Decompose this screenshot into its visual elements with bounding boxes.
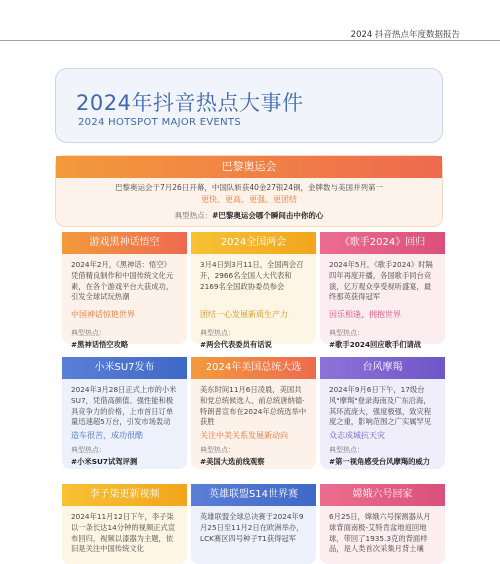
hotspot-label: 典型热点：	[71, 446, 106, 455]
event-card	[320, 484, 445, 564]
event-card-title: 《歌手2024》回归	[320, 232, 445, 254]
hotspot-label: 典型热点：	[329, 329, 364, 338]
hotspot-tag: #美国大选前线观察	[200, 457, 265, 467]
event-card-title: 李子柒更新视频	[62, 484, 187, 506]
event-card-desc: 2024年2月，《黑神话：悟空》凭借精良制作和中国传统文化元素，在各个游戏平台大获成功，引发全球试玩热潮	[71, 260, 174, 302]
event-card	[191, 357, 316, 469]
event-card-slogan: 团结一心发展新质生产力	[200, 310, 288, 320]
feature-card-title: 巴黎奥运会	[56, 156, 442, 178]
event-card	[62, 357, 187, 469]
event-card-desc: 2024年11月12日下午，李子柒以一条长达14分钟的视频正式宣布回归，视频以漆器为主题，依旧是关注中国传统文化	[71, 512, 176, 554]
report-title: 2024 抖音热点年度数据报告	[350, 30, 460, 40]
hero-panel	[55, 68, 443, 143]
event-card-title: 游戏黑神话悟空	[62, 232, 187, 254]
header-divider	[0, 40, 500, 41]
event-card	[62, 232, 187, 350]
page-subtitle: 2024 HOTSPOT MAJOR EVENTS	[78, 117, 241, 128]
hotspot-label: 典型热点：	[200, 329, 235, 338]
event-card-desc: 美东时间11月6日凌晨，美国共和党总统候选人、前总统唐纳德·特朗普宣布在2024年总统选举中获胜	[200, 385, 307, 427]
event-card-title: 2024年美国总统大选	[191, 357, 316, 379]
event-card-desc: 2024年3月28日正式上市的小米SU7，凭借高颜值、强性能和极具竞争力的价格，上市首日订单量迅速超5万台，引发市场轰动	[71, 385, 177, 427]
hotspot-tag: #第一视角感受台风摩羯的威力	[329, 457, 430, 467]
event-card	[62, 484, 187, 564]
event-card	[320, 357, 445, 469]
event-card-slogan: 因乐相逢，拥抱世界	[329, 310, 401, 320]
feature-card-hotspot	[56, 210, 442, 221]
event-card-desc: 2024年9月6日下午，17级台风"摩羯"登录海南及广东沿海，其环流庞大，强度极强，致灾程度之重，影响范围之广实属罕见	[329, 385, 432, 427]
event-card-slogan: 造车很苦，成功很酷	[71, 431, 143, 441]
event-card-slogan: 众志成城抗天灾	[329, 431, 385, 441]
hotspot-label: 典型热点：	[174, 211, 213, 220]
hotspot-label: 典型热点：	[71, 329, 106, 338]
event-card-desc: 2024年5月，《歌手2024》时隔四年再度开播，各国歌手同台竞演，亿万观众享受视听盛宴，最终那英获得冠军	[329, 260, 433, 302]
page-title: 2024年抖音热点大事件	[76, 91, 304, 115]
event-card-slogan: 关注中美关系发展新动向	[200, 431, 288, 441]
event-card-title: 英雄联盟S14世界赛	[191, 484, 316, 506]
event-card-desc: 3月4日到3月11日，全国两会召开，2966名全国人大代表和2169名全国政协委员参会	[200, 260, 304, 291]
feature-card-paris-olympics	[55, 155, 443, 227]
feature-card-slogan: 更快、更高、更强、更团结	[201, 195, 297, 204]
report-header	[0, 0, 500, 44]
event-card-title: 嫦娥六号回家	[320, 484, 445, 506]
event-card-desc: 英雄联盟全球总决赛于2024年9月25日至11月2日在欧洲举办，LCK赛区四号种子T1获得冠军	[200, 512, 304, 543]
hotspot-label: 典型热点：	[329, 446, 364, 455]
hotspot-tag: #两会代表委员有话说	[200, 340, 272, 350]
event-card-desc: 6月25日，嫦娥六号探测器从月球背面南极-艾特肯盆地返回地球，带回了1935.3克的背面样品，是人类首次采集月背土壤	[329, 512, 431, 554]
hotspot-label: 典型热点：	[200, 446, 235, 455]
hotspot-tag: #黑神话悟空攻略	[71, 340, 129, 350]
event-card-title: 台风摩羯	[320, 357, 445, 379]
event-card	[191, 484, 316, 564]
event-card-slogan: 中国神话惊艳世界	[71, 310, 135, 320]
event-card-title: 小米SU7发布	[62, 357, 187, 379]
event-card	[320, 232, 445, 350]
hotspot-tag: #歌手2024回应歌手们请战	[329, 340, 422, 350]
hotspot-tag: #巴黎奥运会哪个瞬间击中你的心	[212, 211, 324, 220]
event-card	[191, 232, 316, 350]
event-card-title: 2024全国两会	[191, 232, 316, 254]
feature-card-desc: 巴黎奥运会于7月26日开幕，中国队斩获40金27银24铜，金牌数与美国并列第一	[115, 183, 383, 192]
hotspot-tag: #小米SU7试驾评测	[71, 457, 138, 467]
